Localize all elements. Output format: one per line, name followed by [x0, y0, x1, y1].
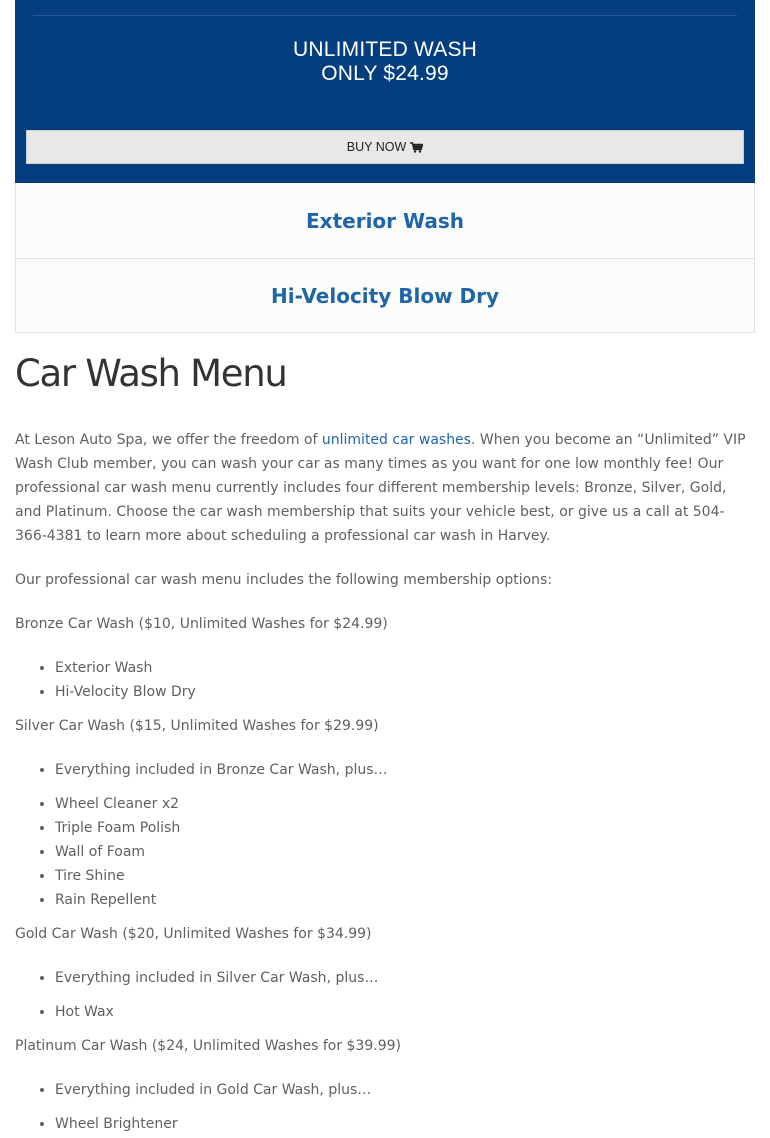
- options-intro: Our professional car wash menu includes the following membership options:: [15, 572, 553, 588]
- page-title: Car Wash Menu: [15, 352, 287, 395]
- pricing-title: UNLIMITED WASH: [292, 38, 478, 61]
- feature-row: [15, 258, 755, 333]
- tier-heading-gold: Gold Car Wash ($20, Unlimited Washes for $34.99): [15, 926, 372, 942]
- buy-now-button[interactable]: [26, 130, 744, 164]
- intro-text: At Leson Auto Spa, we offer the freedom of: [15, 432, 322, 448]
- list-item: • Triple Foam Polish: [55, 816, 755, 840]
- pricing-panel: [15, 0, 755, 183]
- list-item: • Everything included in Gold Car Wash, plus…: [55, 1078, 755, 1102]
- list-item: • Everything included in Silver Car Wash, plus…: [55, 966, 755, 990]
- tier-heading-silver: Silver Car Wash ($15, Unlimited Washes for $29.99): [15, 718, 379, 734]
- list-item: • Hot Wax: [55, 1000, 755, 1024]
- gold-lead-list: [15, 966, 755, 990]
- list-item: • Wall of Foam: [55, 840, 755, 864]
- pricing-price: ONLY $24.99: [321, 62, 449, 85]
- bronze-list: [15, 656, 755, 704]
- list-item: • Rain Repellent: [55, 888, 755, 912]
- article-content: [15, 428, 755, 1136]
- platinum-list: [15, 1112, 755, 1136]
- pricing-divider: [33, 15, 737, 16]
- feature-label: Exterior Wash: [306, 208, 464, 233]
- tier-heading-platinum: Platinum Car Wash ($24, Unlimited Washes for $39.99): [15, 1038, 401, 1054]
- unlimited-car-washes-link[interactable]: unlimited car washes: [321, 432, 471, 448]
- silver-lead-list: [15, 758, 755, 782]
- list-item: • Hi-Velocity Blow Dry: [55, 680, 755, 704]
- silver-list: [15, 792, 755, 912]
- list-item: • Wheel Cleaner x2: [55, 792, 755, 816]
- intro-text: . When you become an “Unlimited” VIP Wash Club member, you can wash your car as many times as you want for one low monthly fee! Our professional car wash menu currently includes four different membership levels: Bronze, Silver, Gold, and Platinum. Choose the car wash membership that suits your vehicle best, or give us a call at 504-366-4381 to learn more about scheduling a professional car wash in Harvey.: [15, 432, 746, 544]
- list-item: • Everything included in Bronze Car Wash, plus…: [55, 758, 755, 782]
- tier-heading-bronze: Bronze Car Wash ($10, Unlimited Washes for $24.99): [15, 616, 388, 632]
- feature-label: Hi-Velocity Blow Dry: [270, 283, 500, 308]
- intro-paragraph: [15, 428, 755, 548]
- list-item: • Wheel Brightener: [55, 1112, 755, 1136]
- gold-list: [15, 1000, 755, 1024]
- list-item: • Exterior Wash: [55, 656, 755, 680]
- pricing-headline: [15, 38, 755, 86]
- buy-now-label: BUY NOW: [346, 140, 407, 154]
- platinum-lead-list: [15, 1078, 755, 1102]
- feature-row: [15, 183, 755, 259]
- shopping-cart-icon: [410, 142, 423, 153]
- list-item: • Tire Shine: [55, 864, 755, 888]
